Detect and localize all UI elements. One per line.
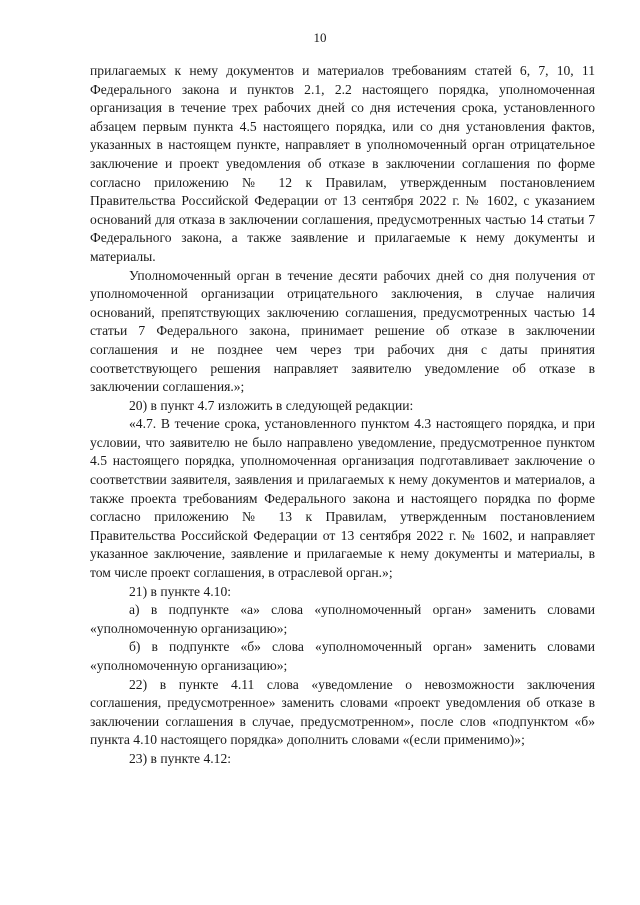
paragraph-item-21: 21) в пункте 4.10:: [129, 583, 232, 599]
document-body: [90, 62, 595, 769]
paragraph-continuation: прилагаемых к нему документов и материалов требованиям статей 6, 7, 10, 11 Федерального закона и пунктов 2.1, 2.2 настоящего порядка, уполномоченная организация в течение трех рабочих дней со дня истечения срока, установленного абзацем первым пункта 4.5 настоящего порядка, или со дня установления фактов, указанных в настоящем пункте, направляет в уполномоченный орган отрицательное заключение и проект уведомления об отказе в заключении соглашения по форме согласно приложению № 12 к Правилам, утвержденным постановлением Правительства Российской Федерации от 13 сентября 2022 г. № 1602, с указанием оснований для отказа в заключении соглашения, предусмотренных частью 14 статьи 7 Федерального закона, а также заявление и прилагаемые к нему документы и материалы.: [90, 63, 595, 264]
paragraph-clause-4-7: «4.7. В течение срока, установленного пунктом 4.3 настоящего порядка, и при условии, что заявителю не было направлено уведомление, предусмотренное пунктом 4.5 настоящего порядка, уполномоченная организация подготавливает заключение о соответствии заявителя, заявления и прилагаемых к нему документов и материалов, а также проекта требованиям Федерального закона и настоящего порядка по форме согласно приложению № 13 к Правилам, утвержденным постановлением Правительства Российской Федерации от 13 сентября 2022 г. № 1602, и направляет указанное заключение, заявление и прилагаемые к нему документы и материалы, в том числе проект соглашения, в отраслевой орган.»;: [90, 416, 595, 581]
page-number: 10: [313, 30, 327, 45]
paragraph-authority-decision: Уполномоченный орган в течение десяти рабочих дней со дня получения от уполномоченной организации отрицательного заключения, в случае наличия оснований, препятствующих заключению соглашения, предусмотренных частью 14 статьи 7 Федерального закона, принимает решение об отказе в заключении соглашения и не позднее чем через три рабочих дня с даты принятия соответствующего решения направляет заявителю уведомление об отказе в заключении соглашения.»;: [90, 267, 595, 395]
paragraph-subitem-a: а) в подпункте «а» слова «уполномоченный орган» заменить словами «уполномоченную организацию»;: [90, 602, 595, 636]
paragraph-subitem-b: б) в подпункте «б» слова «уполномоченный орган» заменить словами «уполномоченную организацию»;: [90, 639, 595, 673]
paragraph-item-23: 23) в пункте 4.12:: [129, 750, 232, 766]
paragraph-item-20: 20) в пункт 4.7 изложить в следующей редакции:: [129, 397, 414, 413]
paragraph-item-22: 22) в пункте 4.11 слова «уведомление о невозможности заключения соглашения, предусмотренное» заменить словами «проект уведомления об отказе в заключении соглашения в случае, предусмотренном», после слов «подпунктом «б» пункта 4.10 настоящего порядка» дополнить словами «(если применимо)»;: [90, 676, 595, 748]
